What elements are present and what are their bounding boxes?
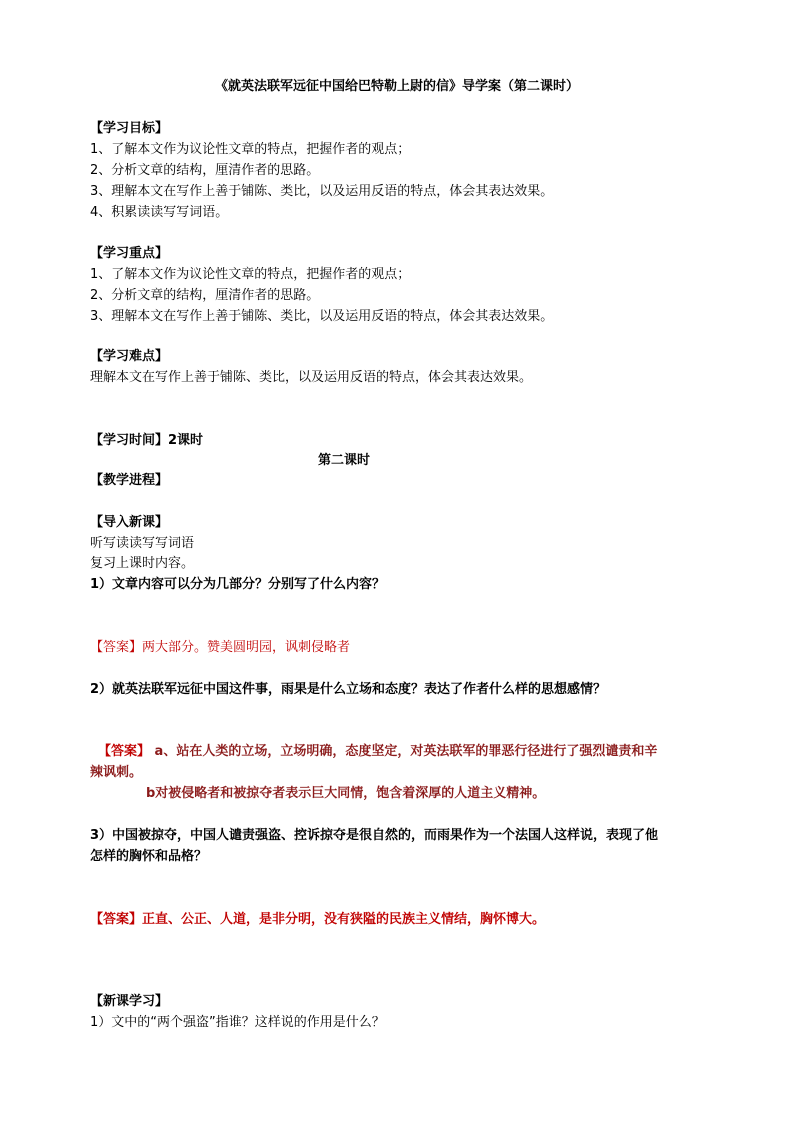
goals-heading: 【学习目标】 [90,121,169,136]
key-item: 1、了解本文作为议论性文章的特点，把握作者的观点； [90,267,411,282]
answer-2-label: 【答案】 [98,744,151,759]
key-item: 2、分析文章的结构，厘清作者的思路。 [90,288,320,303]
question-2: 2）就英法联军远征中国这件事，雨果是什么立场和态度？表达了作者什么样的思想感情？ [90,682,607,697]
document-title: 《就英法联军远征中国给巴特勒上尉的信》导学案（第二课时） [214,79,579,94]
session-label: 第二课时 [317,453,370,468]
goal-item: 4、积累读读写写词语。 [90,205,229,220]
intro-line: 听写读读写写词语 [90,536,195,551]
goal-item: 2、分析文章的结构，厘清作者的思路。 [90,163,320,178]
process-heading: 【教学进程】 [90,473,169,488]
question-3-line-2: 怎样的胸怀和品格？ [90,849,208,864]
answer-3: 【答案】正直、公正、人道，是非分明，没有狭隘的民族主义情结，胸怀博大。 [90,912,546,927]
answer-2-text-1: a、站在人类的立场，立场明确，态度坚定，对英法联军的罪恶行径进行了强烈谴责和辛 [150,744,658,759]
answer-1: 【答案】两大部分。赞美圆明园，讽刺侵略者 [90,640,351,655]
new-lesson-heading: 【新课学习】 [90,994,169,1009]
question-1: 1）文章内容可以分为几部分？分别写了什么内容？ [90,577,386,592]
intro-line: 复习上课时内容。 [90,556,195,571]
time-line: 【学习时间】2课时 [90,433,204,448]
answer-2-line-1 [98,743,657,761]
answer-2-line-2: 辣讽刺。 [90,765,143,780]
goal-item: 1、了解本文作为议论性文章的特点，把握作者的观点； [90,142,411,157]
intro-heading: 【导入新课】 [90,515,169,530]
difficulty-heading: 【学习难点】 [90,349,169,364]
difficulty-text: 理解本文在写作上善于铺陈、类比，以及运用反语的特点，体会其表达效果。 [90,370,533,385]
new-lesson-question-1: 1）文中的“两个强盗”指谁？这样说的作用是什么？ [90,1015,385,1030]
key-item: 3、理解本文在写作上善于铺陈、类比，以及运用反语的特点，体会其表达效果。 [90,309,554,324]
answer-2-line-3: b对被侵略者和被掠夺者表示巨大同情，饱含着深厚的人道主义精神。 [146,786,546,801]
goal-item: 3、理解本文在写作上善于铺陈、类比，以及运用反语的特点，体会其表达效果。 [90,184,554,199]
key-heading: 【学习重点】 [90,246,169,261]
question-3-line-1: 3）中国被掠夺，中国人谴责强盗、控诉掠夺是很自然的，而雨果作为一个法国人这样说，表现了他 [90,828,659,843]
